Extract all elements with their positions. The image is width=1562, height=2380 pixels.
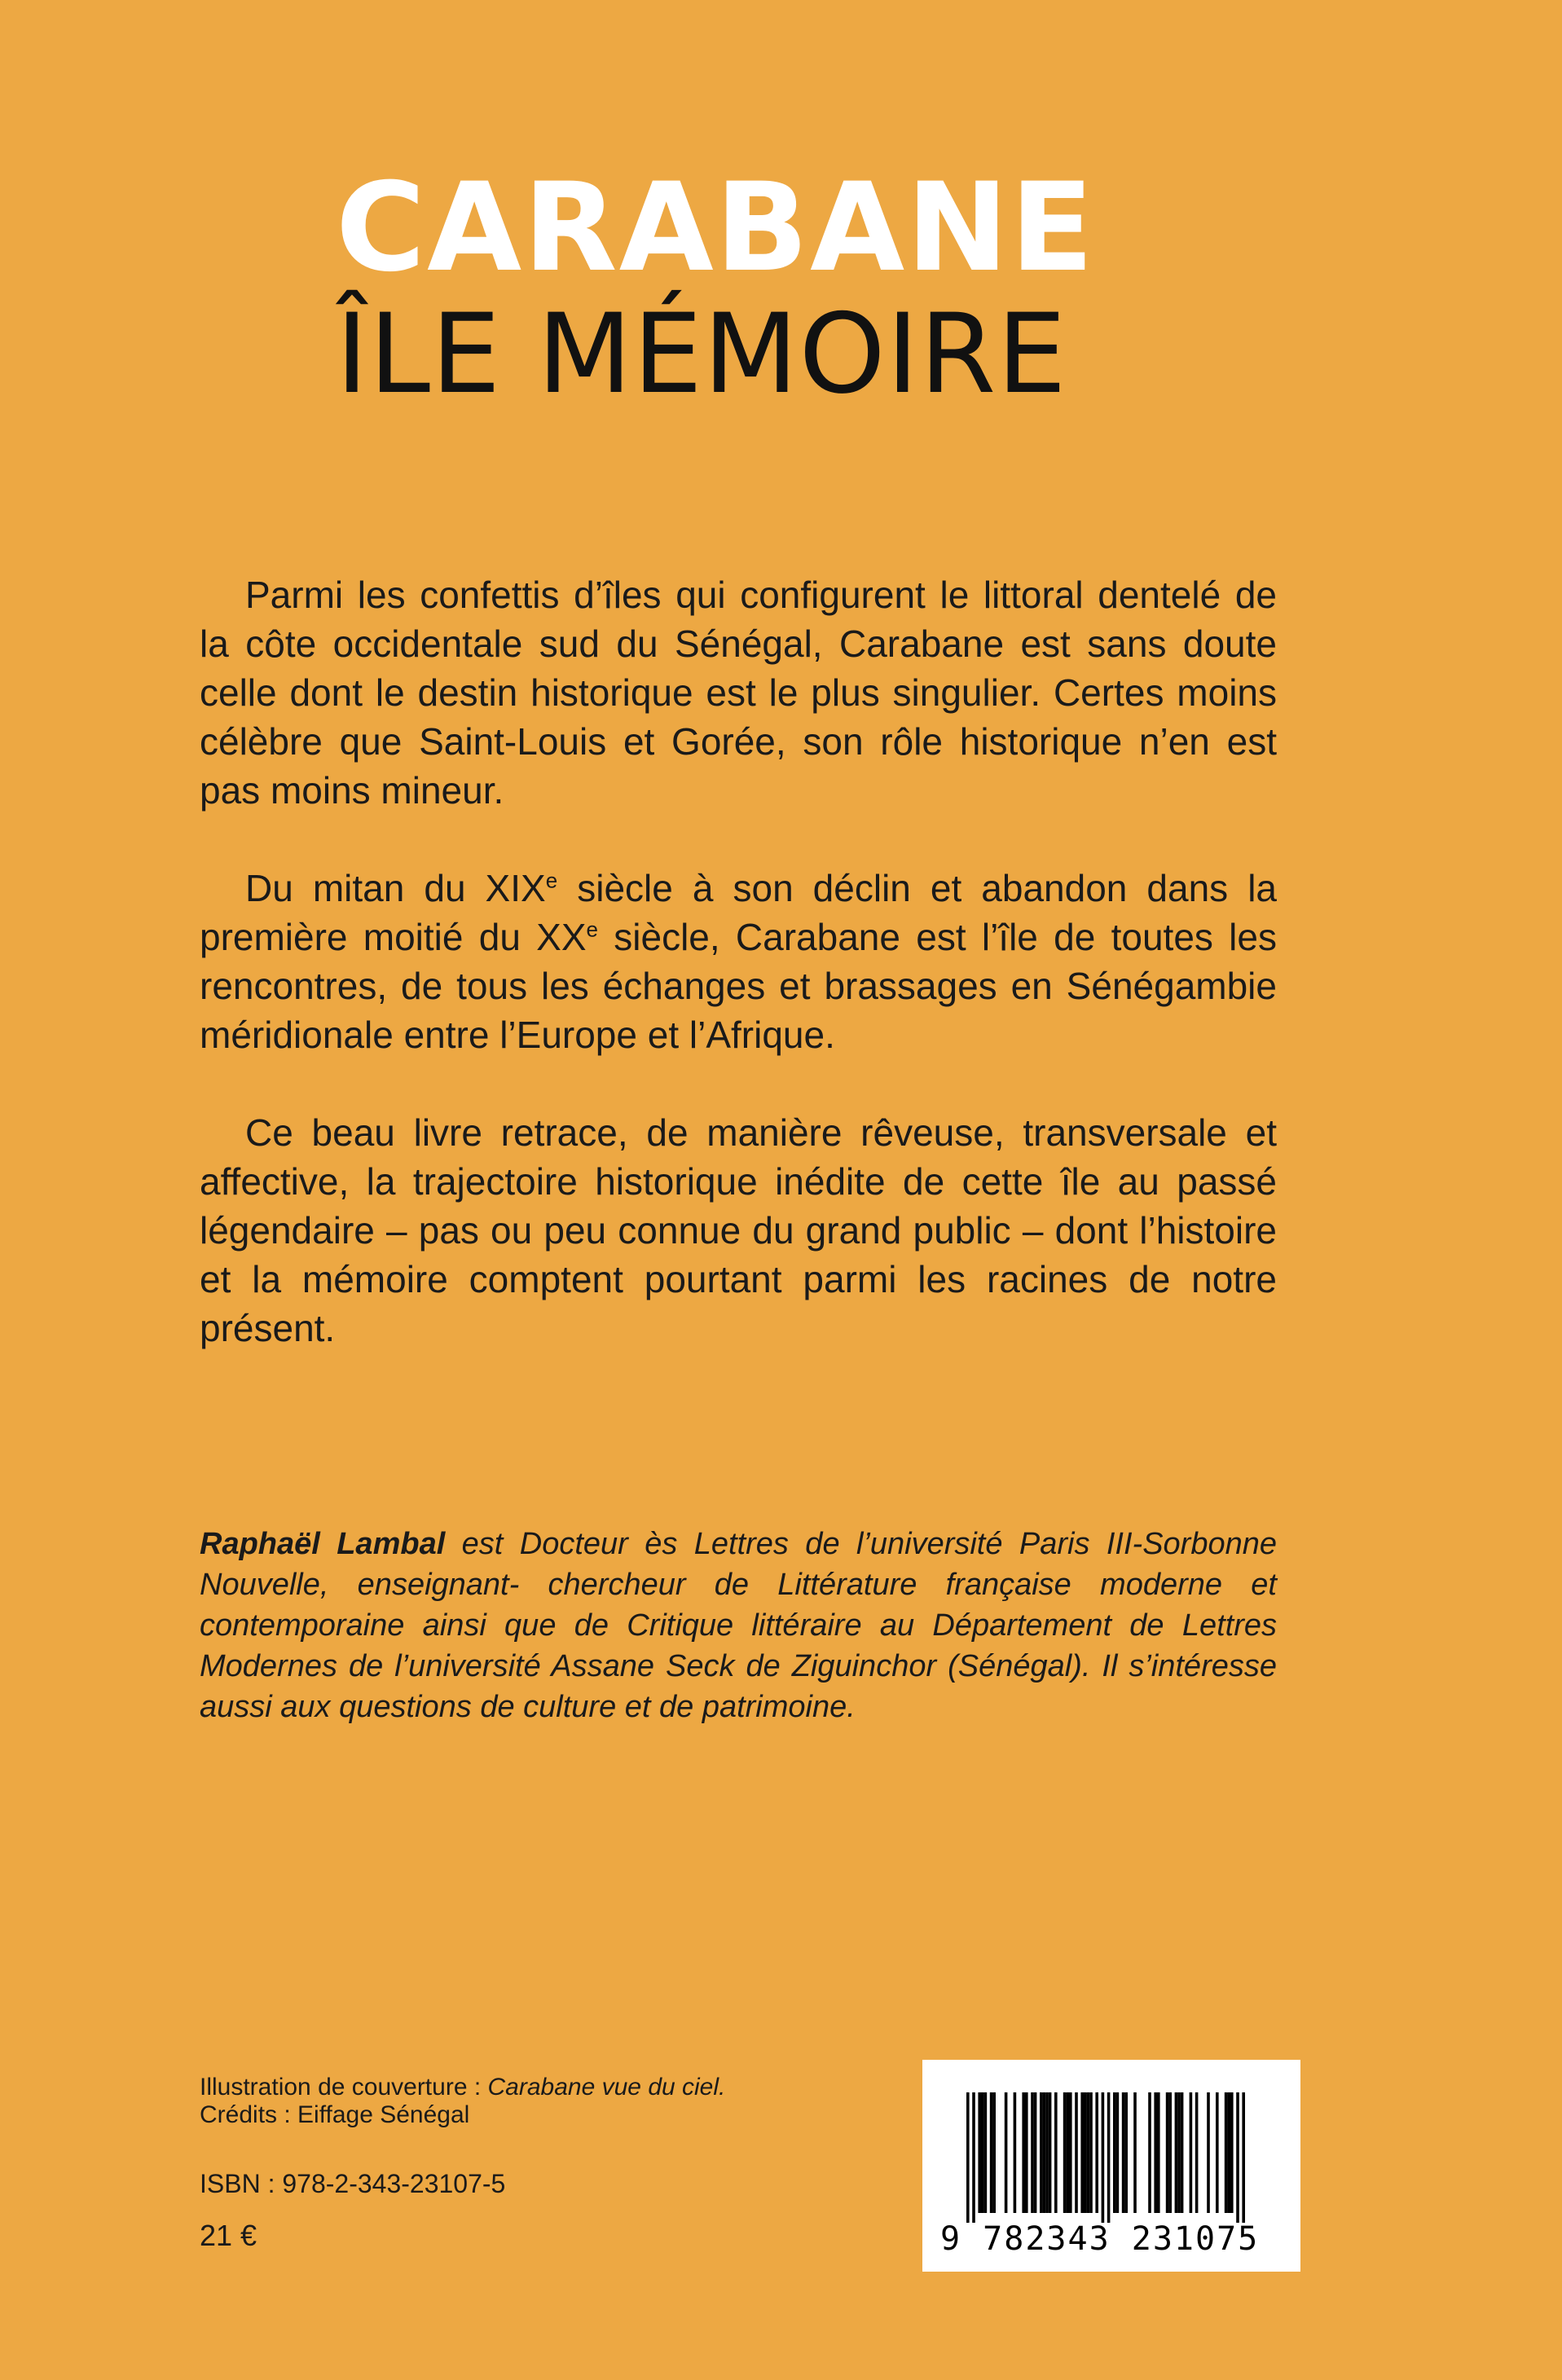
title-main: CARABANE bbox=[336, 157, 1096, 299]
barcode-bar bbox=[1190, 2092, 1193, 2213]
barcode-bar bbox=[1195, 2092, 1199, 2213]
blurb-p1-text: Parmi les confettis d’îles qui configurent le littoral dentelé de la côte occidentale sud du Sénégal, Carabane est sans doute celle dont le destin historique est le plus singulier. Certes moins célèbre que Saint-Louis et Gorée, son rôle historique n’en est pas moins mineur. bbox=[200, 574, 1277, 812]
barcode-bar bbox=[1022, 2092, 1025, 2213]
barcode-bar bbox=[1230, 2092, 1234, 2213]
cover-credits bbox=[200, 2074, 851, 2129]
barcode-bar bbox=[1102, 2092, 1105, 2223]
barcode-bar bbox=[1049, 2092, 1052, 2213]
blurb-paragraph-3 bbox=[200, 1108, 1277, 1353]
barcode-bar bbox=[1031, 2092, 1034, 2213]
barcode-bar bbox=[972, 2092, 975, 2223]
barcode-bar bbox=[1075, 2092, 1078, 2213]
author-bio-text: est Docteur ès Lettres de l’université Paris III-Sorbonne Nouvelle, enseignant- chercheur de Littérature française moderne et contemporaine ainsi que de Critique littéraire au Département de Lettres Modernes de l’université Assane Seck de Ziguinchor (Sénégal). Il s’intéresse aussi aux questions de culture et de patrimoine. bbox=[200, 1527, 1277, 1724]
barcode-bar bbox=[992, 2092, 996, 2213]
blurb-p2-superscript-2: e bbox=[586, 917, 599, 942]
barcode-bar bbox=[1168, 2092, 1172, 2213]
barcode-bar bbox=[1054, 2092, 1058, 2213]
illustration-label: Illustration de couverture : bbox=[200, 2074, 488, 2101]
author-name: Raphaël Lambal bbox=[200, 1527, 446, 1561]
ean13-barcode-icon bbox=[922, 2060, 1300, 2223]
barcode-bar bbox=[1095, 2092, 1098, 2213]
barcode-bar bbox=[1043, 2092, 1046, 2213]
blurb-p2-part-a: Du mitan du XIX bbox=[245, 867, 546, 909]
barcode-bar bbox=[1066, 2092, 1069, 2213]
barcode-digits: 9 782343 231075 bbox=[940, 2220, 1260, 2258]
barcode-bar bbox=[1014, 2092, 1017, 2213]
barcode-bar bbox=[1124, 2092, 1128, 2213]
barcode-bar bbox=[1236, 2092, 1239, 2223]
blurb bbox=[200, 570, 1277, 1401]
barcode-bar bbox=[1166, 2092, 1169, 2213]
barcode-bar bbox=[1080, 2092, 1084, 2213]
illustration-credit-line bbox=[200, 2074, 851, 2101]
credits-line: Crédits : Eiffage Sénégal bbox=[200, 2101, 470, 2128]
barcode-box bbox=[922, 2060, 1300, 2272]
barcode-bar bbox=[1005, 2092, 1008, 2213]
barcode-bar bbox=[1181, 2092, 1184, 2213]
barcode-bar bbox=[1154, 2092, 1157, 2213]
barcode-bar bbox=[1107, 2092, 1111, 2223]
barcode-bar bbox=[1069, 2092, 1072, 2213]
blurb-p2-part-b: siècle à son déclin et abandon dans la première moitié du XX bbox=[200, 867, 1278, 958]
barcode-bar bbox=[978, 2092, 981, 2213]
price: 21 € bbox=[200, 2219, 257, 2252]
blurb-p2-superscript-1: e bbox=[545, 868, 558, 893]
barcode-bar bbox=[1133, 2092, 1137, 2213]
barcode-bar bbox=[1040, 2092, 1043, 2213]
barcode-bar bbox=[1225, 2092, 1228, 2213]
barcode-bar bbox=[1157, 2092, 1160, 2213]
barcode-bar bbox=[1242, 2092, 1245, 2223]
barcode-bar bbox=[1025, 2092, 1028, 2213]
blurb-paragraph-1 bbox=[200, 570, 1277, 815]
barcode-bar bbox=[1084, 2092, 1087, 2213]
isbn: ISBN : 978-2-343-23107-5 bbox=[200, 2169, 506, 2198]
barcode-bar bbox=[981, 2092, 984, 2213]
blurb-p3-text: Ce beau livre retrace, de manière rêveuse, transversale et affective, la trajectoire historique inédite de cette île au passé légendaire – pas ou peu connue du grand public – dont l’histoire et la mémoire comptent pourtant parmi les racines de notre présent. bbox=[200, 1111, 1277, 1349]
barcode-bar bbox=[1175, 2092, 1178, 2213]
barcode-bar bbox=[1113, 2092, 1116, 2213]
barcode-bar bbox=[990, 2092, 993, 2213]
barcode-bar bbox=[1089, 2092, 1093, 2213]
barcode-bar bbox=[1122, 2092, 1125, 2213]
barcode-bar bbox=[1216, 2092, 1219, 2213]
barcode-bar bbox=[1227, 2092, 1230, 2213]
author-bio bbox=[200, 1524, 1277, 1727]
barcode-bar bbox=[966, 2092, 970, 2223]
barcode-bar bbox=[1177, 2092, 1181, 2213]
illustration-title: Carabane vue du ciel. bbox=[487, 2074, 726, 2101]
barcode-bar bbox=[1034, 2092, 1037, 2213]
barcode-bar bbox=[1116, 2092, 1120, 2213]
barcode-bar bbox=[1045, 2092, 1049, 2213]
barcode-bar bbox=[984, 2092, 988, 2213]
barcode-bar bbox=[1087, 2092, 1090, 2213]
barcode-bar bbox=[1148, 2092, 1151, 2213]
blurb-paragraph-2 bbox=[200, 864, 1277, 1059]
blurb-p2-part-c: siècle, Carabane est l’île de toutes les rencontres, de tous les échanges et brassages en Sénégambie méridionale entre l’Europe et l’Afrique. bbox=[200, 916, 1277, 1056]
barcode-bar bbox=[1207, 2092, 1210, 2213]
barcode-bar bbox=[1063, 2092, 1067, 2213]
title-subtitle: ÎLE MÉMOIRE bbox=[336, 290, 1067, 418]
title-block bbox=[336, 157, 1151, 418]
